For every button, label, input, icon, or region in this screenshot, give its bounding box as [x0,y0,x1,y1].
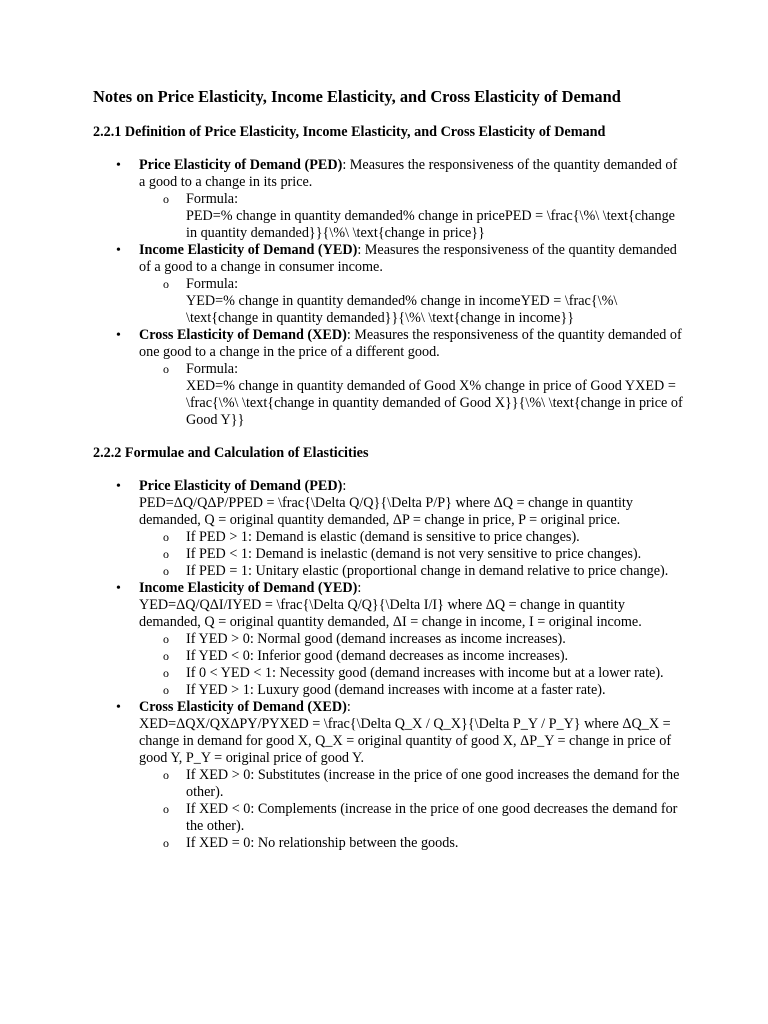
case-item: o If XED > 0: Substitutes (increase in the price of one good increases the demand for the other). [186,767,684,801]
list-item-ped-calculation [139,478,684,580]
formula-text-yed: YED=% change in quantity demanded% change in incomeYED = \frac{\%\ \text{change in quantity demanded}}{\%\ \text{change in income}} [186,293,618,326]
case-item: o If XED < 0: Complements (increase in the price of one good decreases the demand for the other). [186,801,684,835]
term-ped: Price Elasticity of Demand (PED) [139,478,343,494]
formulae-list [139,478,684,852]
case-item: o If PED > 1: Demand is elastic (demand is sensitive to price changes). [186,529,684,546]
case-item: o If YED < 0: Inferior good (demand decreases as income increases). [186,648,684,665]
case-item: o If 0 < YED < 1: Necessity good (demand increases with income but at a lower rate). [186,665,684,682]
list-item-xed-calculation [139,699,684,852]
formula-item-yed [186,276,684,327]
definitions-list [139,157,684,429]
formula-label: Formula: [186,276,239,292]
formula-text-ped: PED=% change in quantity demanded% change in pricePED = \frac{\%\ \text{change in quantity demanded}}{\%\ \text{change in price}} [186,208,675,241]
case-item: o If XED = 0: No relationship between the goods. [186,835,684,852]
colon: : [357,580,362,596]
term-xed: Cross Elasticity of Demand (XED) [139,327,347,343]
list-item-yed-calculation [139,580,684,699]
calc-formula-xed: XED=ΔQX/QXΔPY/PYXED = \frac{\Delta Q_X / Q_X}{\Delta P_Y / P_Y} where ΔQ_X = change in demand for good X, Q_X = original quantity of good X, ΔP_Y = change in price of good Y, P_Y = original price of good Y. [139,716,672,766]
case-item: o If PED = 1: Unitary elastic (proportional change in demand relative to price change). [186,563,684,580]
term-xed: Cross Elasticity of Demand (XED) [139,699,347,715]
section-heading-formulae: 2.2.2 Formulae and Calculation of Elasticities [93,445,369,461]
term-yed: Income Elasticity of Demand (YED) [139,580,358,596]
list-item-xed-definition [139,327,684,429]
calc-formula-ped: PED=ΔQ/QΔP/PPED = \frac{\Delta Q/Q}{\Delta P/P} where ΔQ = change in quantity demanded, Q = original quantity demanded, ΔP = change in price, P = original price. [139,495,633,528]
calc-formula-yed: YED=ΔQ/QΔI/IYED = \frac{\Delta Q/Q}{\Delta I/I} where ΔQ = change in quantity demanded, Q = original quantity demanded, ΔI = change in income, I = original income. [139,597,642,630]
formula-label: Formula: [186,191,239,207]
section-heading-definitions: 2.2.1 Definition of Price Elasticity, Income Elasticity, and Cross Elasticity of Demand [93,124,606,140]
case-item: o If PED < 1: Demand is inelastic (demand is not very sensitive to price changes). [186,546,684,563]
list-item-yed-definition [139,242,684,327]
colon: : [346,699,351,715]
description-xed: : Measures the responsiveness of the quantity demanded of one good to a change in the price of a different good. [139,327,682,360]
formula-label: Formula: [186,361,239,377]
document-title: Notes on Price Elasticity, Income Elasticity, and Cross Elasticity of Demand [93,87,621,106]
formula-text-xed: XED=% change in quantity demanded of Good X% change in price of Good YXED = \frac{\%\ \text{change in quantity demanded of Good X}}{\%\ \text{change in price of Good Y}} [186,378,683,428]
term-yed: Income Elasticity of Demand (YED) [139,242,358,258]
description-yed: : Measures the responsiveness of the quantity demanded of a good to a change in consumer income. [139,242,677,275]
description-ped: : Measures the responsiveness of the quantity demanded of a good to a change in its price. [139,157,678,190]
case-item: o If YED > 0: Normal good (demand increases as income increases). [186,631,684,648]
case-item: o If YED > 1: Luxury good (demand increases with income at a faster rate). [186,682,684,699]
colon: : [342,478,347,494]
formula-item-ped [186,191,684,242]
term-ped: Price Elasticity of Demand (PED) [139,157,343,173]
list-item-ped-definition [139,157,684,242]
formula-item-xed [186,361,684,429]
